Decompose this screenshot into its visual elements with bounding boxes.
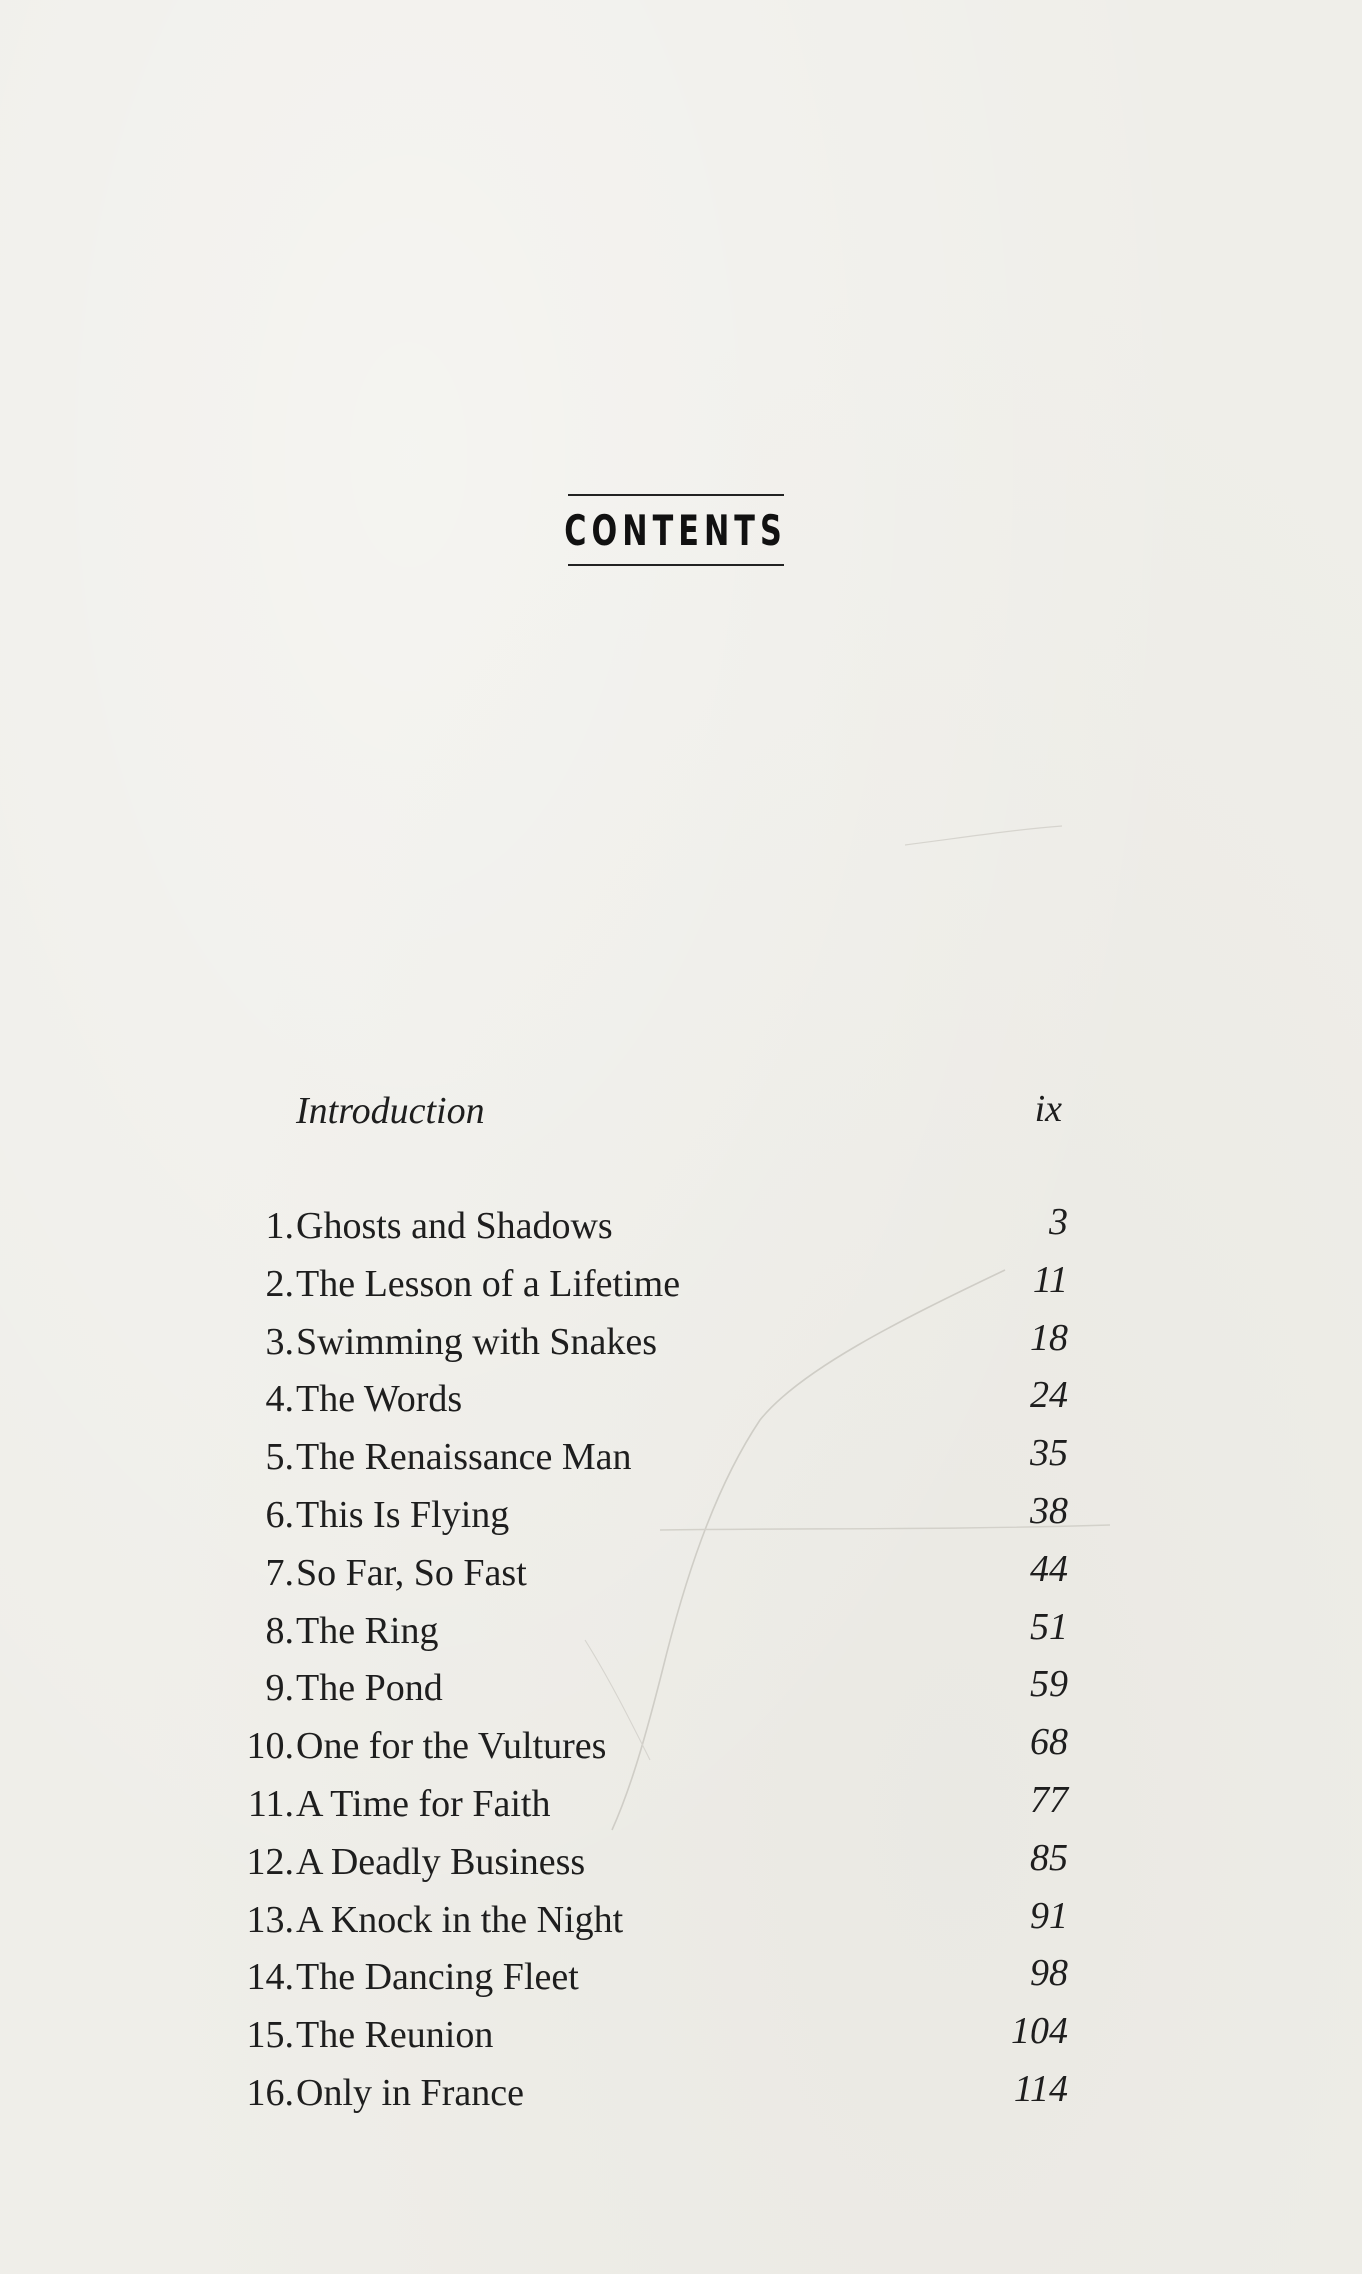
table-of-contents [238, 1203, 1068, 2128]
toc-row [238, 1489, 1068, 1550]
toc-row [238, 1434, 1068, 1492]
chapter-number: 5. [265, 1436, 294, 1479]
chapter-page-number: 98 [1030, 1952, 1068, 1995]
chapter-number: 3. [265, 1320, 294, 1363]
toc-row [238, 1258, 1068, 1319]
chapter-title: The Dancing Fleet [296, 1956, 579, 1999]
chapter-number: 6. [265, 1493, 294, 1536]
chapter-page-number: 68 [1030, 1721, 1068, 1764]
chapter-title: The Words [296, 1378, 463, 1421]
chapter-title: This Is Flying [296, 1493, 510, 1536]
chapter-number: 1. [265, 1205, 294, 1247]
chapter-page-number: 11 [1032, 1258, 1068, 1301]
toc-row [238, 1316, 1068, 1377]
chapter-page-number: 3 [1049, 1201, 1068, 1243]
chapter-page-number: 44 [1030, 1547, 1068, 1590]
chapter-title: Swimming with Snakes [296, 1320, 658, 1363]
chapter-title: The Ring [296, 1609, 439, 1652]
toc-row [238, 1547, 1068, 1608]
chapter-page-number: 77 [1030, 1778, 1068, 1821]
chapter-title: Only in France [296, 2071, 524, 2114]
chapter-page-number: 24 [1030, 1374, 1068, 1417]
chapter-page-number: 91 [1030, 1894, 1068, 1937]
toc-row [238, 1376, 1068, 1434]
toc-row [238, 2067, 1068, 2128]
chapter-number: 15. [246, 2014, 294, 2057]
chapter-page-number: 104 [1011, 2010, 1068, 2053]
contents-heading: CONTENTS [564, 505, 788, 555]
chapter-number: 7. [265, 1551, 294, 1594]
chapter-number: 10. [246, 1725, 294, 1768]
chapter-page-number: 59 [1030, 1663, 1068, 1706]
chapter-number: 12. [246, 1840, 294, 1883]
toc-row [238, 1778, 1068, 1839]
chapter-title: The Lesson of a Lifetime [296, 1262, 681, 1305]
toc-row [238, 1203, 1068, 1261]
chapter-title: So Far, So Fast [296, 1551, 527, 1594]
toc-row [238, 1954, 1068, 2012]
chapter-number: 9. [265, 1667, 294, 1710]
chapter-number: 11. [247, 1782, 294, 1825]
chapter-page-number: 114 [1013, 2067, 1068, 2110]
chapter-page-number: 18 [1030, 1316, 1068, 1359]
chapter-page-number: 35 [1030, 1432, 1068, 1475]
chapter-title: The Pond [296, 1667, 443, 1710]
toc-row [238, 1605, 1068, 1666]
introduction-title: Introduction [296, 1090, 485, 1132]
chapter-page-number: 85 [1030, 1836, 1068, 1879]
chapter-title: A Time for Faith [296, 1782, 551, 1825]
chapter-title: Ghosts and Shadows [296, 1205, 613, 1247]
chapter-title: A Knock in the Night [296, 1898, 624, 1941]
toc-row [238, 1836, 1068, 1897]
toc-row [238, 2012, 1068, 2070]
toc-row [238, 1894, 1068, 1955]
toc-row [238, 1723, 1068, 1781]
chapter-number: 16. [246, 2071, 294, 2114]
chapter-page-number: 51 [1030, 1605, 1068, 1648]
introduction-page-number: ix [1034, 1088, 1062, 1130]
chapter-number: 4. [265, 1378, 294, 1421]
chapter-number: 2. [265, 1262, 294, 1305]
chapter-title: A Deadly Business [296, 1840, 586, 1883]
chapter-title: The Renaissance Man [296, 1436, 632, 1479]
chapter-page-number: 38 [1030, 1489, 1068, 1532]
chapter-title: One for the Vultures [296, 1725, 607, 1768]
toc-row [238, 1665, 1068, 1723]
chapter-number: 13. [246, 1898, 294, 1941]
chapter-title: The Reunion [296, 2014, 494, 2057]
chapter-number: 14. [246, 1956, 294, 1999]
contents-heading-frame [564, 494, 788, 566]
chapter-number: 8. [265, 1609, 294, 1652]
